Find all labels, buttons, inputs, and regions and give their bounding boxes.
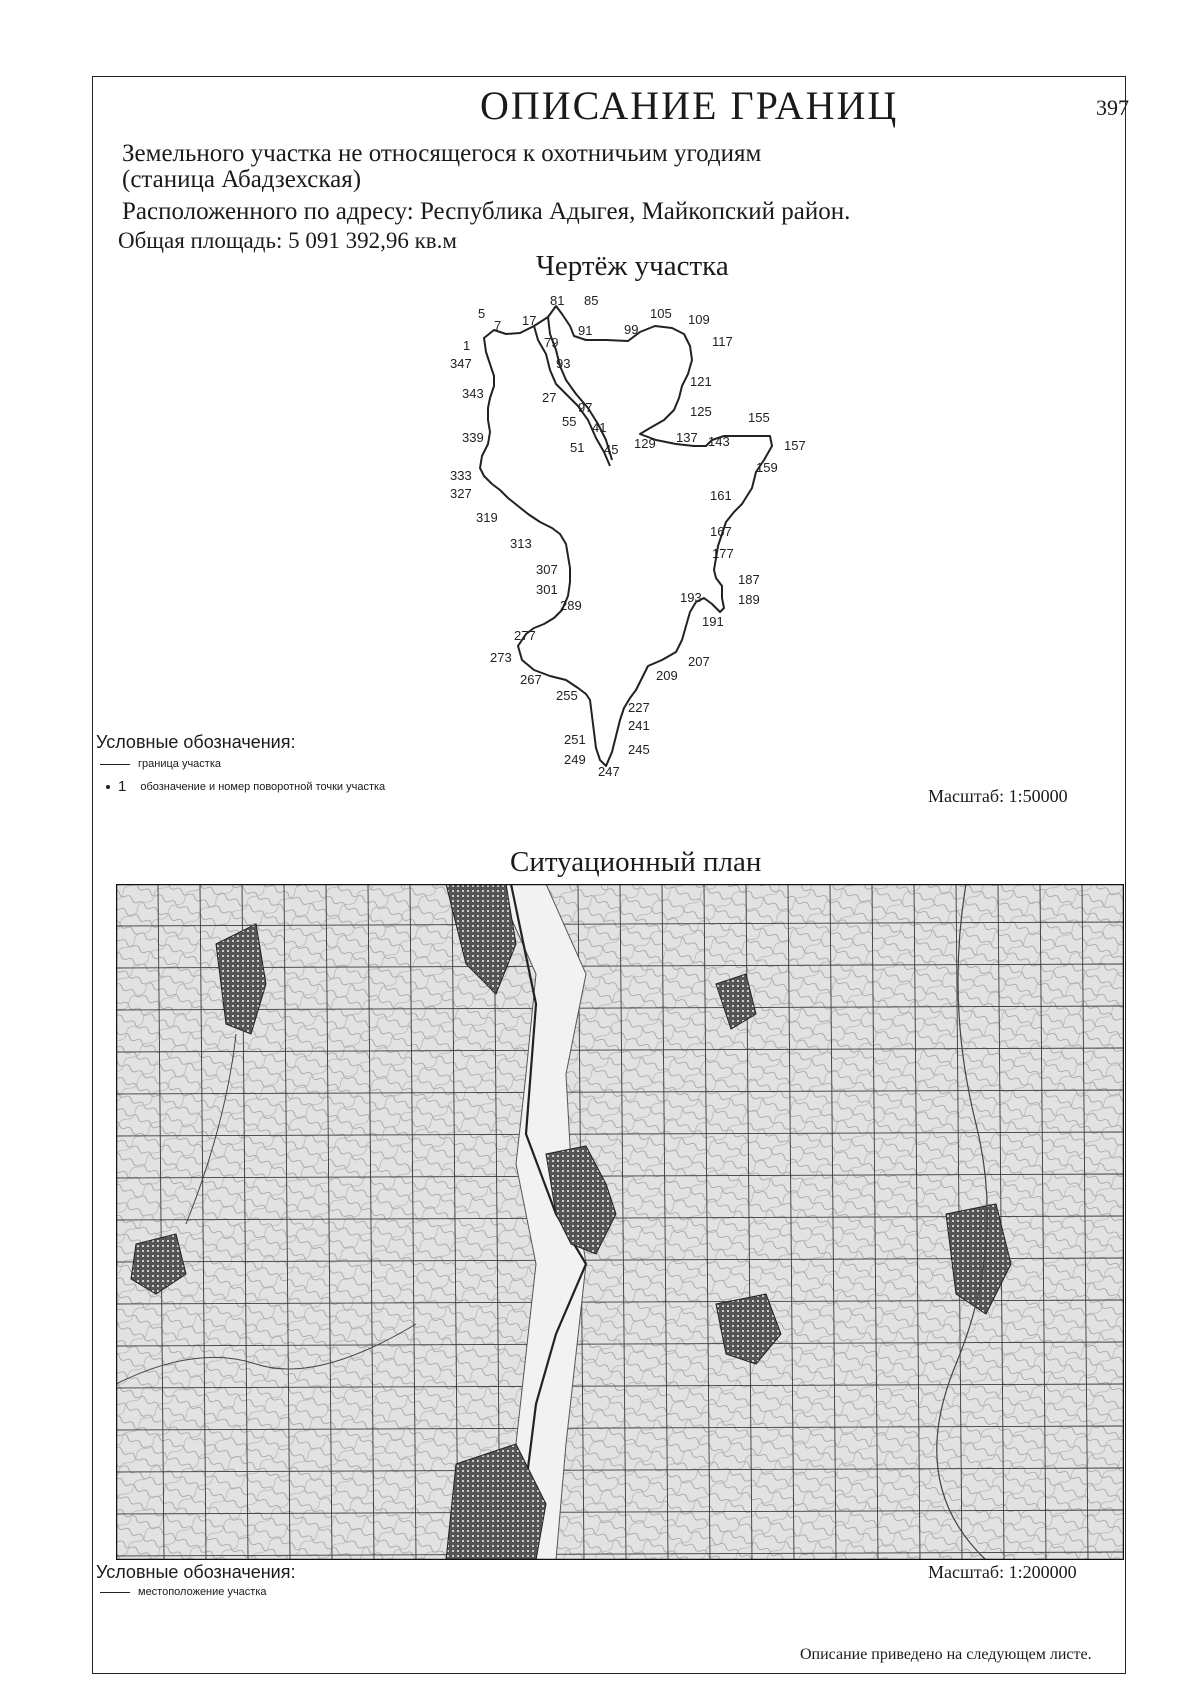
point-label-167: 167 (710, 524, 732, 539)
point-label-45: 45 (604, 442, 619, 457)
point-label-129: 129 (634, 436, 656, 451)
point-label-27: 27 (542, 390, 557, 405)
point-label-241: 241 (628, 718, 650, 733)
point-label-7: 7 (494, 318, 502, 333)
point-label-339: 339 (462, 430, 484, 445)
point-label-193: 193 (680, 590, 702, 605)
point-label-313: 313 (510, 536, 532, 551)
point-label-245: 245 (628, 742, 650, 757)
point-label-333: 333 (450, 468, 472, 483)
point-label-5: 5 (478, 306, 486, 321)
legend-point-label: обозначение и номер поворотной точки участка (140, 780, 386, 793)
point-label-85: 85 (584, 293, 599, 308)
point-label-273: 273 (490, 650, 512, 665)
point-label-255: 255 (556, 688, 578, 703)
point-label-17: 17 (522, 313, 537, 328)
point-label-125: 125 (690, 404, 712, 419)
point-label-209: 209 (656, 668, 678, 683)
point-label-143: 143 (708, 434, 730, 449)
point-label-189: 189 (738, 592, 760, 607)
point-label-93: 93 (556, 356, 571, 371)
point-label-249: 249 (564, 752, 586, 767)
point-label-177: 177 (712, 546, 734, 561)
point-label-307: 307 (536, 562, 558, 577)
point-label-319: 319 (476, 510, 498, 525)
point-label-121: 121 (690, 374, 712, 389)
point-label-109: 109 (688, 312, 710, 327)
point-label-327: 327 (450, 486, 472, 501)
legend-location-label: местоположение участка (138, 1586, 267, 1598)
legend-boundary-row (100, 758, 221, 770)
point-label-267: 267 (520, 672, 542, 687)
point-label-51: 51 (570, 440, 585, 455)
point-label-347: 347 (450, 356, 472, 371)
legend-point-row (100, 778, 385, 795)
point-label-187: 187 (738, 572, 760, 587)
point-label-117: 117 (712, 334, 733, 349)
total-area: Общая площадь: 5 091 392,96 кв.м (118, 228, 457, 253)
point-label-105: 105 (650, 306, 672, 321)
situation-legend-title: Условные обозначения: (96, 1562, 296, 1582)
point-label-289: 289 (560, 598, 582, 613)
description-line-2: (станица Абадзехская) (122, 166, 362, 193)
point-label-81: 81 (550, 293, 565, 308)
point-label-191: 191 (702, 614, 724, 629)
point-label-207: 207 (688, 654, 710, 669)
point-label-55: 55 (562, 414, 577, 429)
point-label-343: 343 (462, 386, 484, 401)
description-line-1: Земельного участка не относящегося к охотничьим угодиям (122, 140, 762, 167)
page-number: 397 (1096, 95, 1129, 120)
address-line: Расположенного по адресу: Республика Адыгея, Майкопский район. (122, 198, 851, 225)
point-label-1: 1 (463, 338, 471, 353)
point-label-97: 97 (578, 400, 593, 415)
point-label-157: 157 (784, 438, 806, 453)
boundary-line-symbol (100, 764, 130, 765)
drawing-legend-title: Условные обозначения: (96, 732, 296, 752)
point-label-251: 251 (564, 732, 586, 747)
situation-scale: Масштаб: 1:200000 (928, 1562, 1077, 1582)
point-label-79: 79 (544, 335, 559, 350)
point-label-137: 137 (676, 430, 698, 445)
document-title: ОПИСАНИЕ ГРАНИЦ (480, 83, 899, 128)
point-label-301: 301 (536, 582, 558, 597)
point-label-247: 247 (598, 764, 620, 779)
legend-location-row (100, 1586, 267, 1598)
location-line-symbol (100, 1592, 130, 1593)
situation-map (116, 884, 1124, 1560)
situation-plan-title: Ситуационный план (510, 846, 762, 878)
point-labels (450, 293, 806, 779)
point-label-99: 99 (624, 322, 639, 337)
point-label-161: 161 (710, 488, 732, 503)
legend-point-sample: 1 (118, 778, 127, 795)
point-label-41: 41 (592, 420, 607, 435)
parcel-drawing (0, 0, 1200, 840)
point-label-227: 227 (628, 700, 650, 715)
point-label-91: 91 (578, 323, 593, 338)
point-label-277: 277 (514, 628, 536, 643)
legend-boundary-label: граница участка (138, 758, 221, 770)
drawing-scale: Масштаб: 1:50000 (928, 786, 1068, 806)
drawing-title: Чертёж участка (536, 250, 729, 282)
point-label-155: 155 (748, 410, 770, 425)
point-label-159: 159 (756, 460, 778, 475)
footer-note: Описание приведено на следующем листе. (800, 1646, 1092, 1663)
point-dot-symbol (106, 785, 110, 789)
